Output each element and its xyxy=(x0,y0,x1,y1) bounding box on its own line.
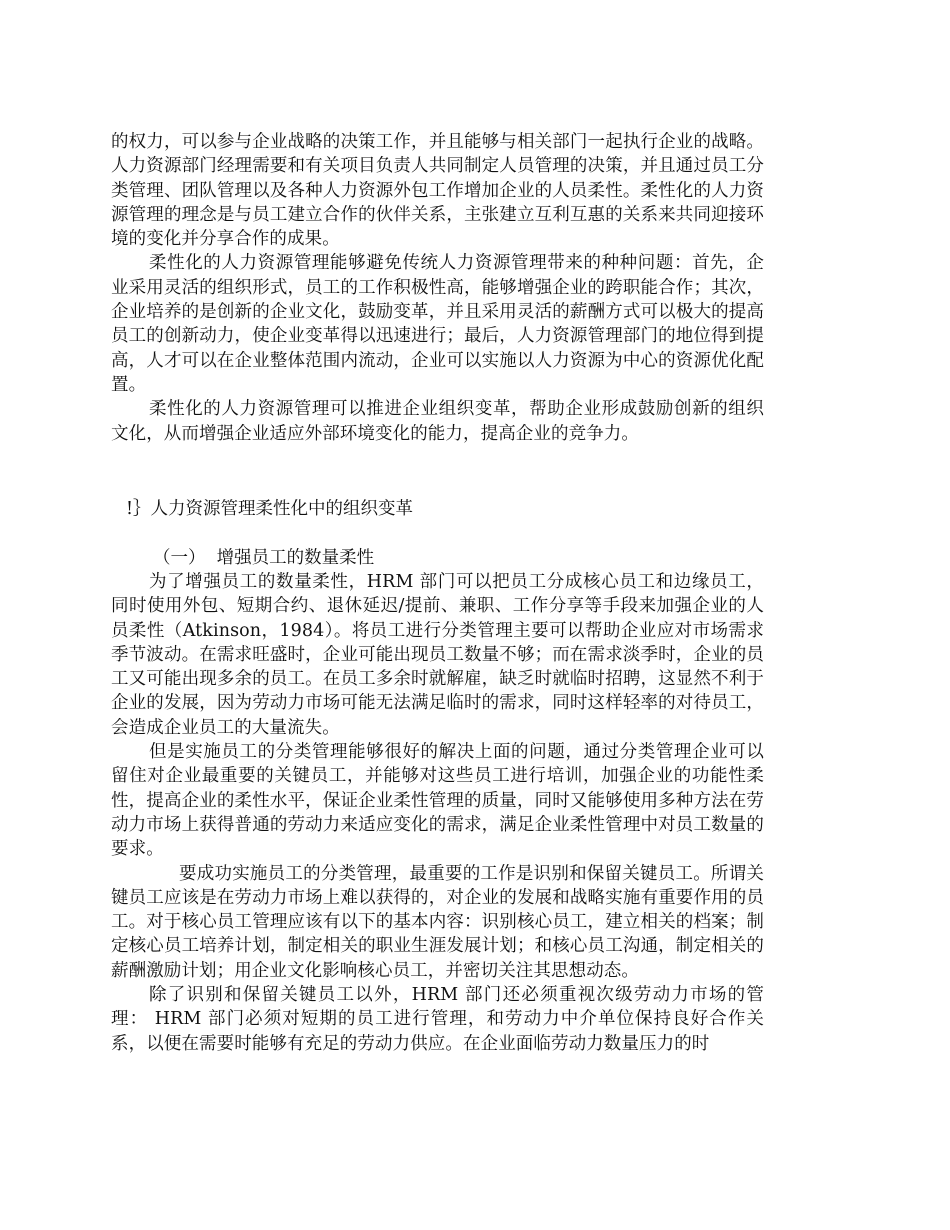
paragraph-quantity-flexibility: 为了增强员工的数量柔性，HRM 部门可以把员工分成核心员工和边缘员工，同时使用外包、短期合约、退休延迟/提前、兼职、工作分享等手段来加强企业的人员柔性（Atkinson，1984）。将员工进行分类管理主要可以帮助企业应对市场需求季节波动。在需求旺盛时，企业可能出现员工数量不够；而在需求淡季时，企业的员工又可能出现多余的员工。在员工多余时就解雇，缺乏时就临时招聘，这显然不利于企业的发展，因为劳动力市场可能无法满足临时的需求，同时这样轻率的对待员工，会造成企业员工的大量流失。 xyxy=(111,572,764,738)
paragraph-secondary-market: 除了识别和保留关键员工以外，HRM 部门还必须重视次级劳动力市场的管理： HRM 部门必须对短期的员工进行管理，和劳动力中介单位保持良好合作关系，以便在需要时能够有充足的劳动力供应。在企业面临劳动力数量压力的时 xyxy=(111,985,764,1054)
paragraph-key-staff: 要成功实施员工的分类管理，最重要的工作是识别和保留关键员工。所谓关键员工应该是在劳动力市场上难以获得的，对企业的发展和战略实施有重要作用的员工。对于核心员工管理应该有以下的基本内容：识别核心员工，建立相关的档案；制定核心员工培养计划，制定相关的职业生涯发展计划；和核心员工沟通，制定相关的薪酬激励计划；用企业文化影响核心员工，并密切关注其思想动态。 xyxy=(111,863,764,981)
paragraph-intro: 的权力，可以参与企业战略的决策工作，并且能够与相关部门一起执行企业的战略。人力资源部门经理需要和有关项目负责人共同制定人员管理的决策，并且通过员工分类管理、团队管理以及各种人力资源外包工作增加企业的人员柔性。柔性化的人力资源管理的理念是与员工建立合作的伙伴关系，主张建立互利互惠的关系来共同迎接环境的变化并分享合作的成果。 xyxy=(111,132,764,250)
paragraph-org-change: 柔性化的人力资源管理可以推进企业组织变革，帮助企业形成鼓励创新的组织文化，从而增强企业适应外部环境变化的能力，提高企业的竞争力。 xyxy=(111,399,764,444)
subsection-heading: （一） 增强员工的数量柔性 xyxy=(153,548,375,568)
paragraph-classification: 但是实施员工的分类管理能够很好的解决上面的问题，通过分类管理企业可以留住对企业最重要的关键员工，并能够对这些员工进行培训，加强企业的功能性柔性，提高企业的柔性水平，保证企业柔性管理的质量，同时又能够使用多种方法在劳动力市场上获得普通的劳动力来适应变化的需求，满足企业柔性管理中对员工数量的要求。 xyxy=(111,742,764,860)
body-text-lower xyxy=(111,570,764,1056)
paragraph-benefits: 柔性化的人力资源管理能够避免传统人力资源管理带来的种种问题：首先，企业采用灵活的组织形式，员工的工作积极性高，能够增强企业的跨职能合作；其次，企业培养的是创新的企业文化，鼓励变革，并且采用灵活的薪酬方式可以极大的提高员工的创新动力，使企业变革得以迅速进行；最后，人力资源管理部门的地位得到提高，人才可以在企业整体范围内流动，企业可以实施以人力资源为中心的资源优化配置。 xyxy=(111,253,764,395)
body-text-upper xyxy=(111,130,764,446)
section-heading: !｝人力资源管理柔性化中的组织变革 xyxy=(126,499,414,519)
